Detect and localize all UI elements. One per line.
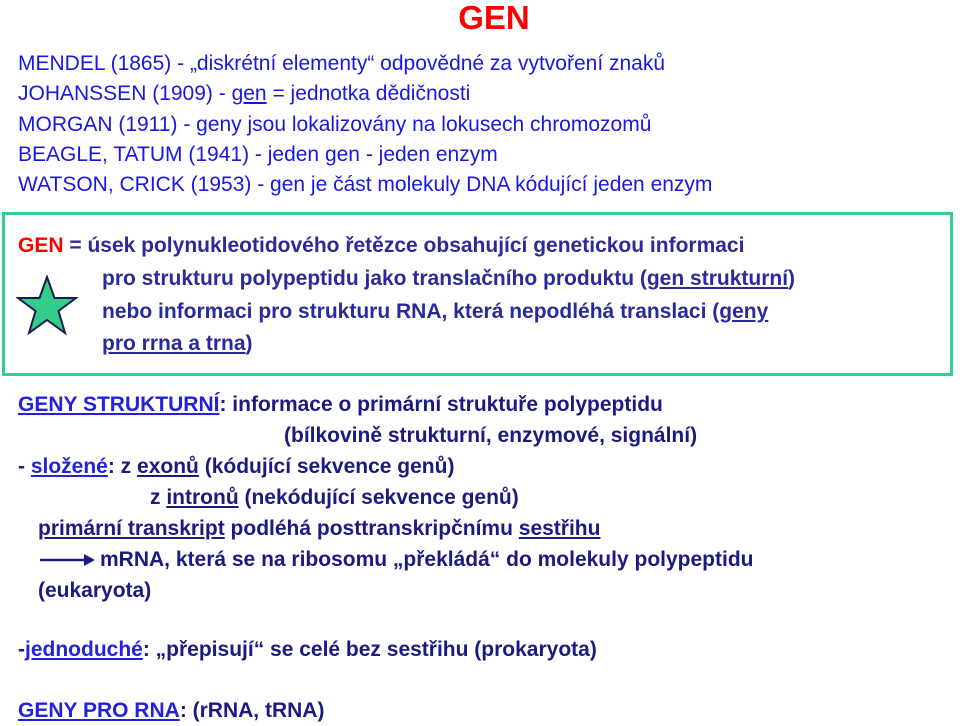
history-johanssen: JOHANSSEN (1909) - gen = jednotka dědičnosti [18,82,471,105]
structural-genes-line-1: GENY STRUKTURNÍ: informace o primární struktuře polypeptidu [18,393,663,416]
definition-line-1: GEN = úsek polynukleotidového řetězce obsahující genetickou informaci [18,234,745,257]
definition-line-4: pro rrna a trna) [102,332,253,355]
definition-line-3: nebo informaci pro strukturu RNA, která nepodléhá translaci (geny [102,300,769,323]
page-title: GEN [458,0,530,36]
primary-transcript-line: primární transkript podléhá posttranskripčnímu sestřihu [38,517,601,540]
composite-genes-line: - složené: z exonů (kódující sekvence genů) [18,455,455,478]
eukaryota-line: (eukaryota) [38,579,152,602]
star-icon [16,275,78,337]
history-watson-crick: WATSON, CRICK (1953) - gen je část molekuly DNA kódující jeden enzym [18,173,713,196]
structural-genes-line-2: (bílkovině strukturní, enzymové, signální) [284,424,698,447]
introns-line: z intronů (nekódující sekvence genů) [150,486,519,509]
definition-line-2: pro strukturu polypeptidu jako translačního produktu (gen strukturní) [102,267,796,290]
arrow-right-icon [38,552,96,568]
history-morgan: MORGAN (1911) - geny jsou lokalizovány na lokusech chromozomů [18,113,652,136]
simple-genes-line: -jednoduché: „přepisují“ se celé bez sestřihu (prokaryota) [18,638,597,661]
mrna-line: mRNA, která se na ribosomu „překládá“ do molekuly polypeptidu [38,544,753,575]
rna-genes-line: GENY PRO RNA: (rRNA, tRNA) [18,699,325,722]
history-mendel: MENDEL (1865) - „diskrétní elementy“ odpovědné za vytvoření znaků [18,52,666,75]
history-beagle-tatum: BEAGLE, TATUM (1941) - jeden gen - jeden enzym [18,143,498,166]
